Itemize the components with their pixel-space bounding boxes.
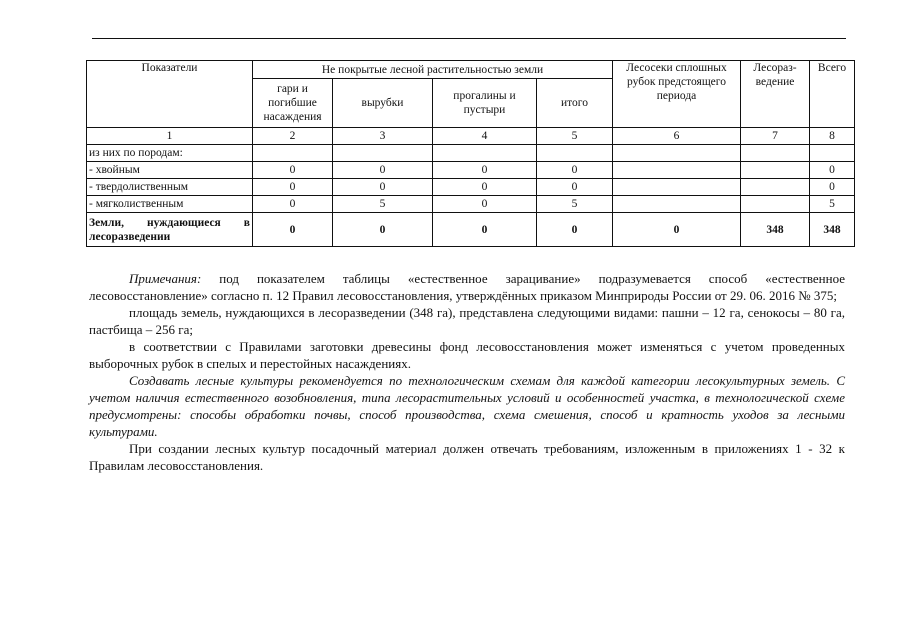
table-cell: 5 [333,196,433,213]
table-cell: 0 [333,162,433,179]
table-cell: 0 [433,196,537,213]
table-cell: 5 [810,196,855,213]
column-number: 8 [810,128,855,145]
table-cell: 0 [433,213,537,247]
section-row [87,145,855,162]
note-text: под показателем таблицы «естественное зарацивание» подразумевается способ «естественное лесовосстановление» согласно п. 12 Правил лесовосстановления, утверждённых приказом Минприроды России от 29. 06. 2016 № 375; [89,271,845,303]
table-cell: 0 [253,213,333,247]
table-cell [613,196,741,213]
header-burned: гари и погибшие насаждения [253,79,333,128]
column-number: 6 [613,128,741,145]
notes-section [89,270,845,474]
table-cell: 0 [253,196,333,213]
table-row [87,179,855,196]
table-cell [613,162,741,179]
table-row [87,196,855,213]
row-label: - хвойным [87,162,253,179]
column-number: 7 [741,128,810,145]
header-total-sub: итого [537,79,613,128]
table-cell [741,162,810,179]
table-cell: 0 [433,162,537,179]
table-cell: 0 [253,162,333,179]
table-cell: 348 [741,213,810,247]
table-cell [613,179,741,196]
column-number: 3 [333,128,433,145]
table-cell: 0 [537,179,613,196]
notes-lead: Примечания: [129,271,202,286]
table-row [87,162,855,179]
note-paragraph [89,270,845,304]
note-paragraph: в соответствии с Правилами заготовки древесины фонд лесовосстановления может изменяться с учетом проведенных выборочных рубок в спелых и перестойных насаждениях. [89,339,845,371]
column-number: 2 [253,128,333,145]
table-cell: 0 [253,179,333,196]
forest-land-table [86,60,855,247]
row-label: - мягколиственным [87,196,253,213]
final-row [87,213,855,247]
table-cell: 5 [537,196,613,213]
table-cell: 0 [810,162,855,179]
table-cell [741,196,810,213]
header-indicators: Показатели [87,61,253,128]
table-cell: 348 [810,213,855,247]
note-paragraph: площадь земель, нуждающихся в лесоразведении (348 га), представлена следующими видами: пашни – 12 га, сенокосы – 80 га, пастбища – 256 га; [89,305,845,337]
column-number: 5 [537,128,613,145]
table-cell: 0 [613,213,741,247]
table-cell: 0 [537,162,613,179]
header-not-covered: Не покрытые лесной растительностью земли [253,61,613,79]
section-label: из них по породам: [87,145,253,162]
table-cell: 0 [433,179,537,196]
column-numbers-row [87,128,855,145]
table-cell: 0 [333,213,433,247]
column-number: 4 [433,128,537,145]
header-total: Всего [810,61,855,128]
table-cell: 0 [810,179,855,196]
table-cell: 0 [537,213,613,247]
header-forest-restoration: Лесораз-ведение [741,61,810,128]
row-label: - твердолиственным [87,179,253,196]
header-clearcut-areas: Лесосеки сплошных рубок предстоящего периода [613,61,741,128]
header-cuttings: вырубки [333,79,433,128]
top-rule [92,38,846,39]
header-glades: прогалины и пустыри [433,79,537,128]
note-paragraph: При создании лесных культур посадочный материал должен отвечать требованиям, изложенным в приложениях 1 - 32 к Правилам лесовосстановления. [89,441,845,473]
table-cell: 0 [333,179,433,196]
column-number: 1 [87,128,253,145]
final-row-label: Земли, нуждающиеся в лесоразведении [87,213,253,247]
note-paragraph-italic: Создавать лесные культуры рекомендуется по технологическим схемам для каждой категории лесокультурных земель. С учетом наличия естественного возобновления, типа лесорастительных условий и особенностей участка, в технологической схеме предусмотрены: способы обработки почвы, способ производства, схема смешения, способ и кратность уходов за лесными культурами. [89,373,845,439]
table-cell [741,179,810,196]
